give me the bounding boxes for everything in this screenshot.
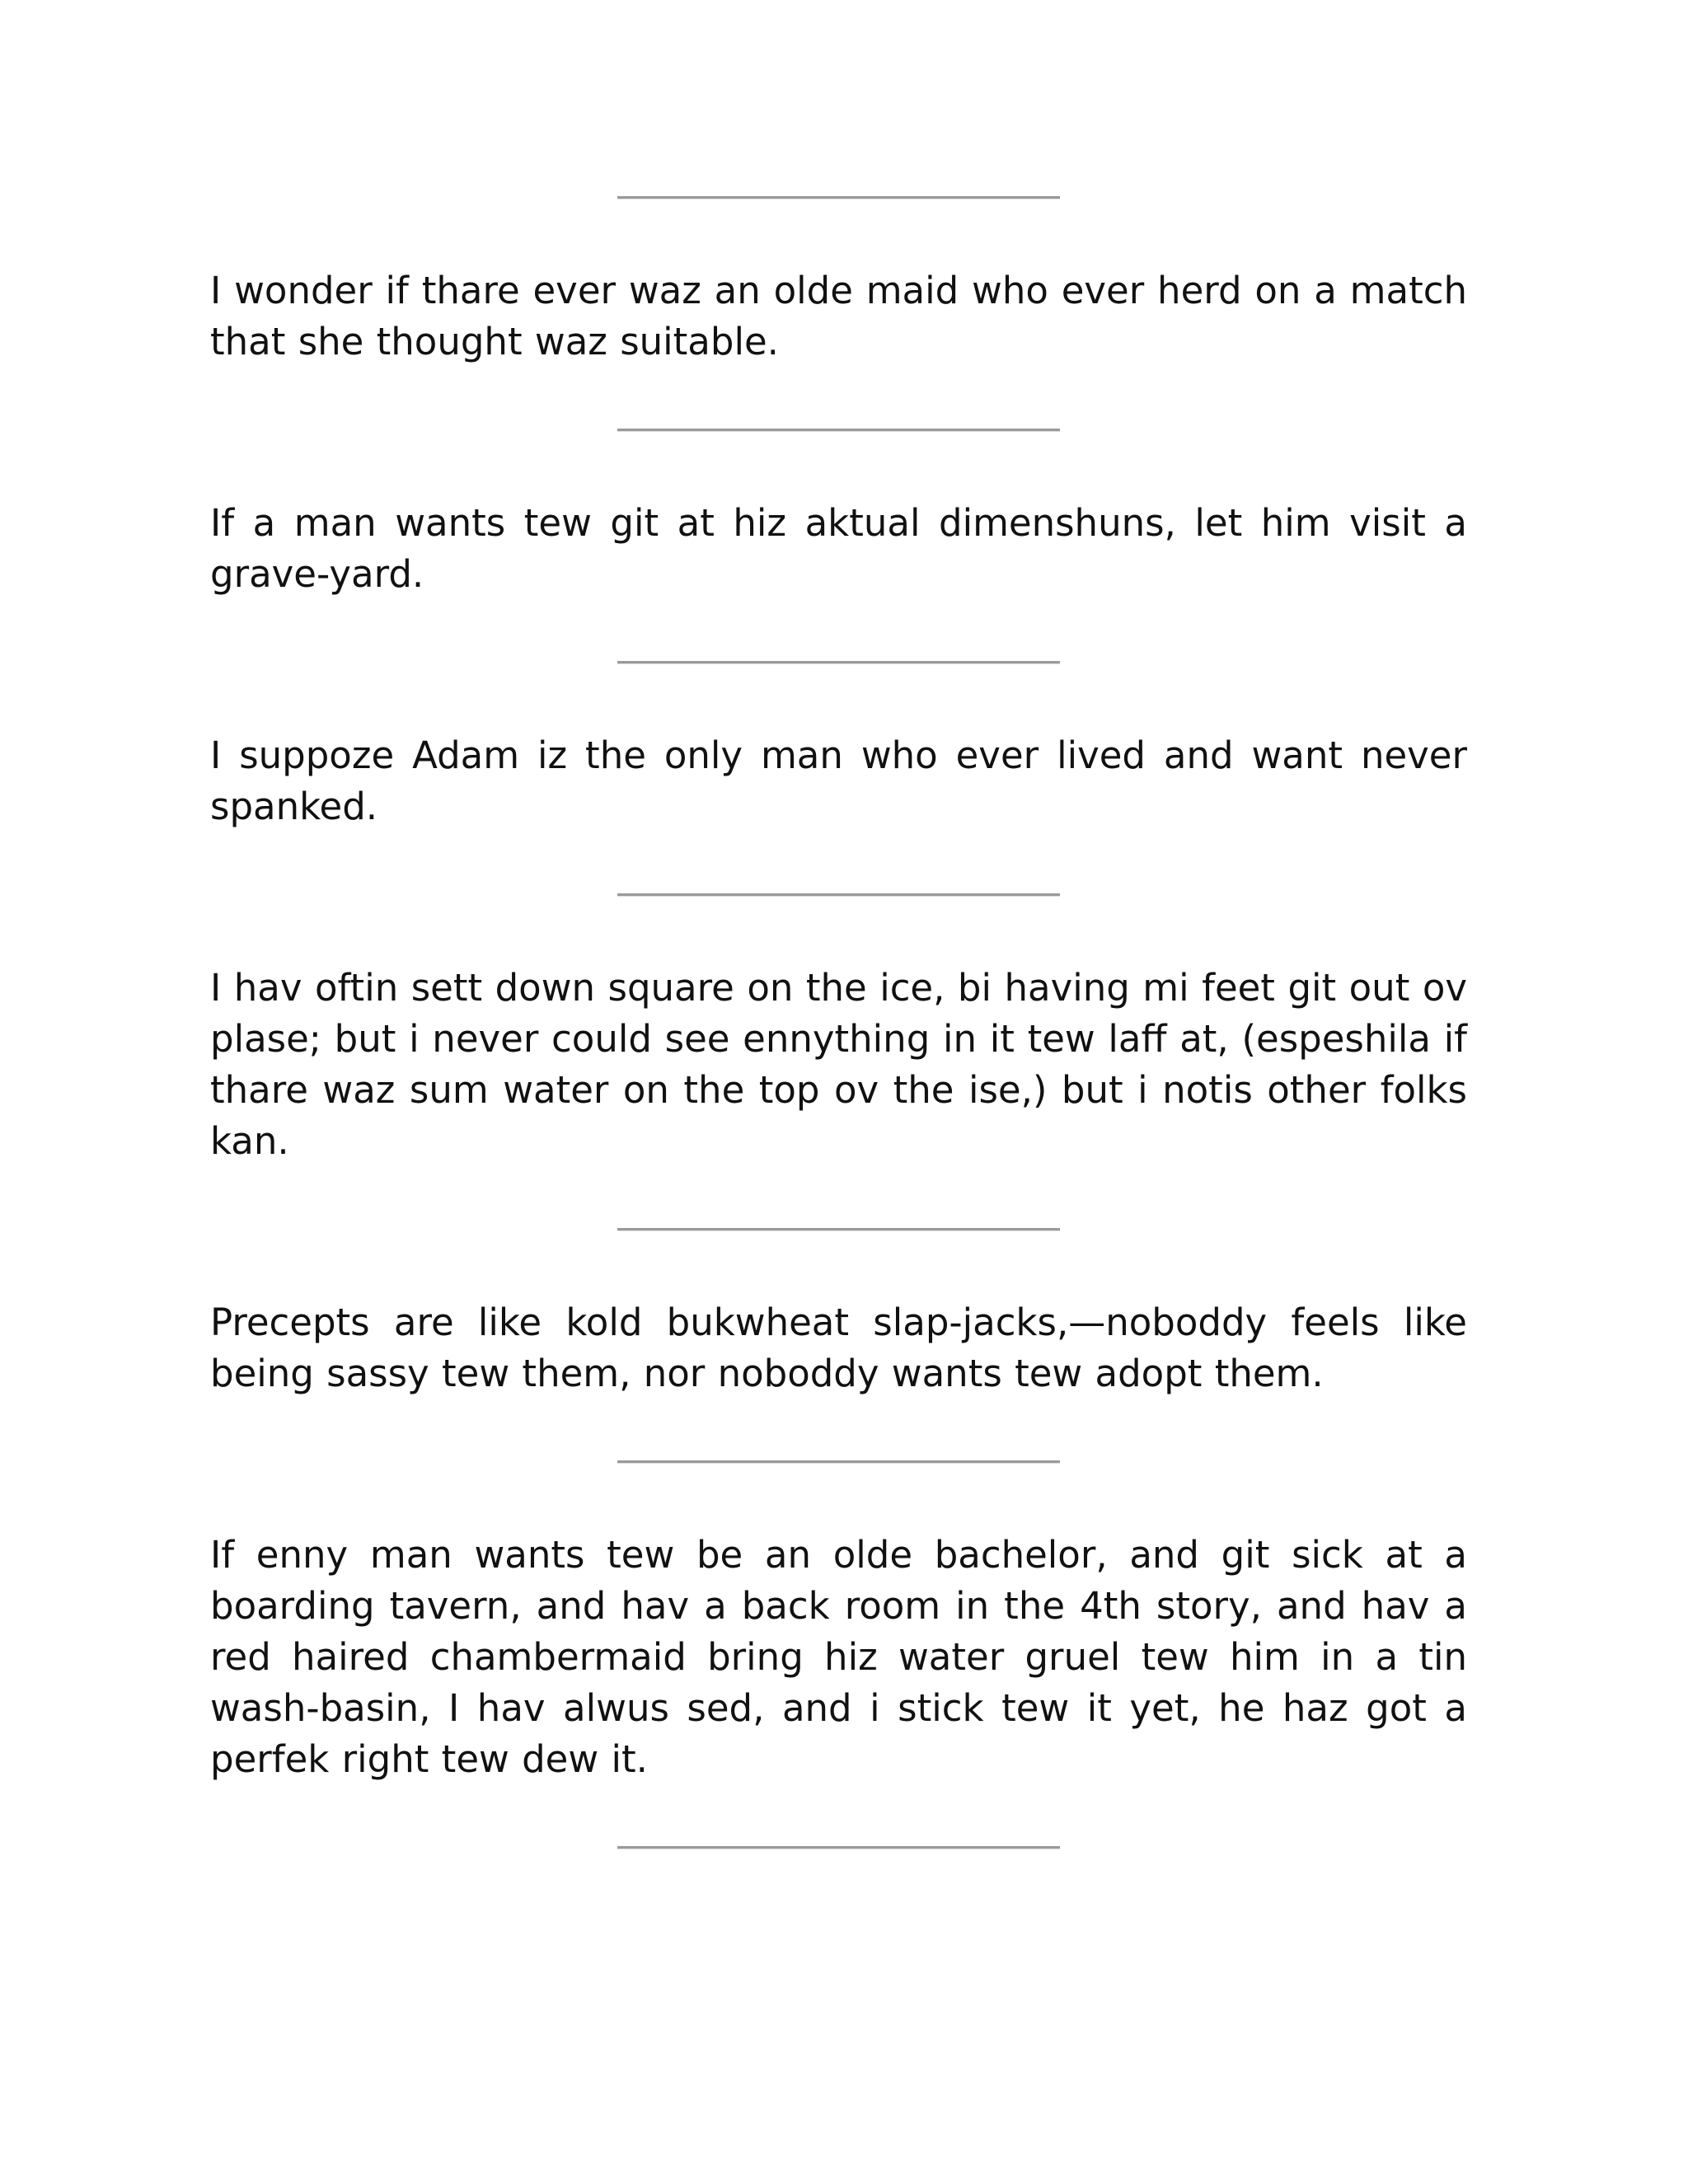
section-divider xyxy=(617,1460,1060,1464)
page-content xyxy=(210,0,1467,1849)
section-divider xyxy=(617,661,1060,664)
paragraph-ice: I hav oftin sett down square on the ice, bi having mi feet git out ov plase; but i never could see ennything in it tew laff at, (espeshila if thare waz sum water on the top ov the ise,) but i notis other folks kan. xyxy=(210,966,1467,1163)
section-divider xyxy=(617,429,1060,432)
paragraph-precepts: Precepts are like kold bukwheat slap-jacks,—noboddy feels like being sassy tew them, nor noboddy wants tew adopt them. xyxy=(210,1301,1467,1395)
paragraph-grave-yard: If a man wants tew git at hiz aktual dimenshuns, let him visit a grave-yard. xyxy=(210,501,1467,596)
section-divider xyxy=(617,196,1060,199)
paragraph-old-maid: I wonder if thare ever waz an olde maid who ever herd on a match that she thought waz suitable. xyxy=(210,269,1467,363)
section-divider xyxy=(617,893,1060,897)
paragraph-adam: I suppoze Adam iz the only man who ever lived and want never spanked. xyxy=(210,733,1467,828)
section-divider xyxy=(617,1846,1060,1849)
paragraph-bachelor: If enny man wants tew be an olde bachelor, and git sick at a boarding tavern, and hav a back room in the 4th story, and hav a red haired chambermaid bring hiz water gruel tew him in a tin wash-basin, I hav alwus sed, and i stick tew it yet, he haz got a perfek right tew dew it. xyxy=(210,1533,1467,1781)
section-divider xyxy=(617,1228,1060,1231)
